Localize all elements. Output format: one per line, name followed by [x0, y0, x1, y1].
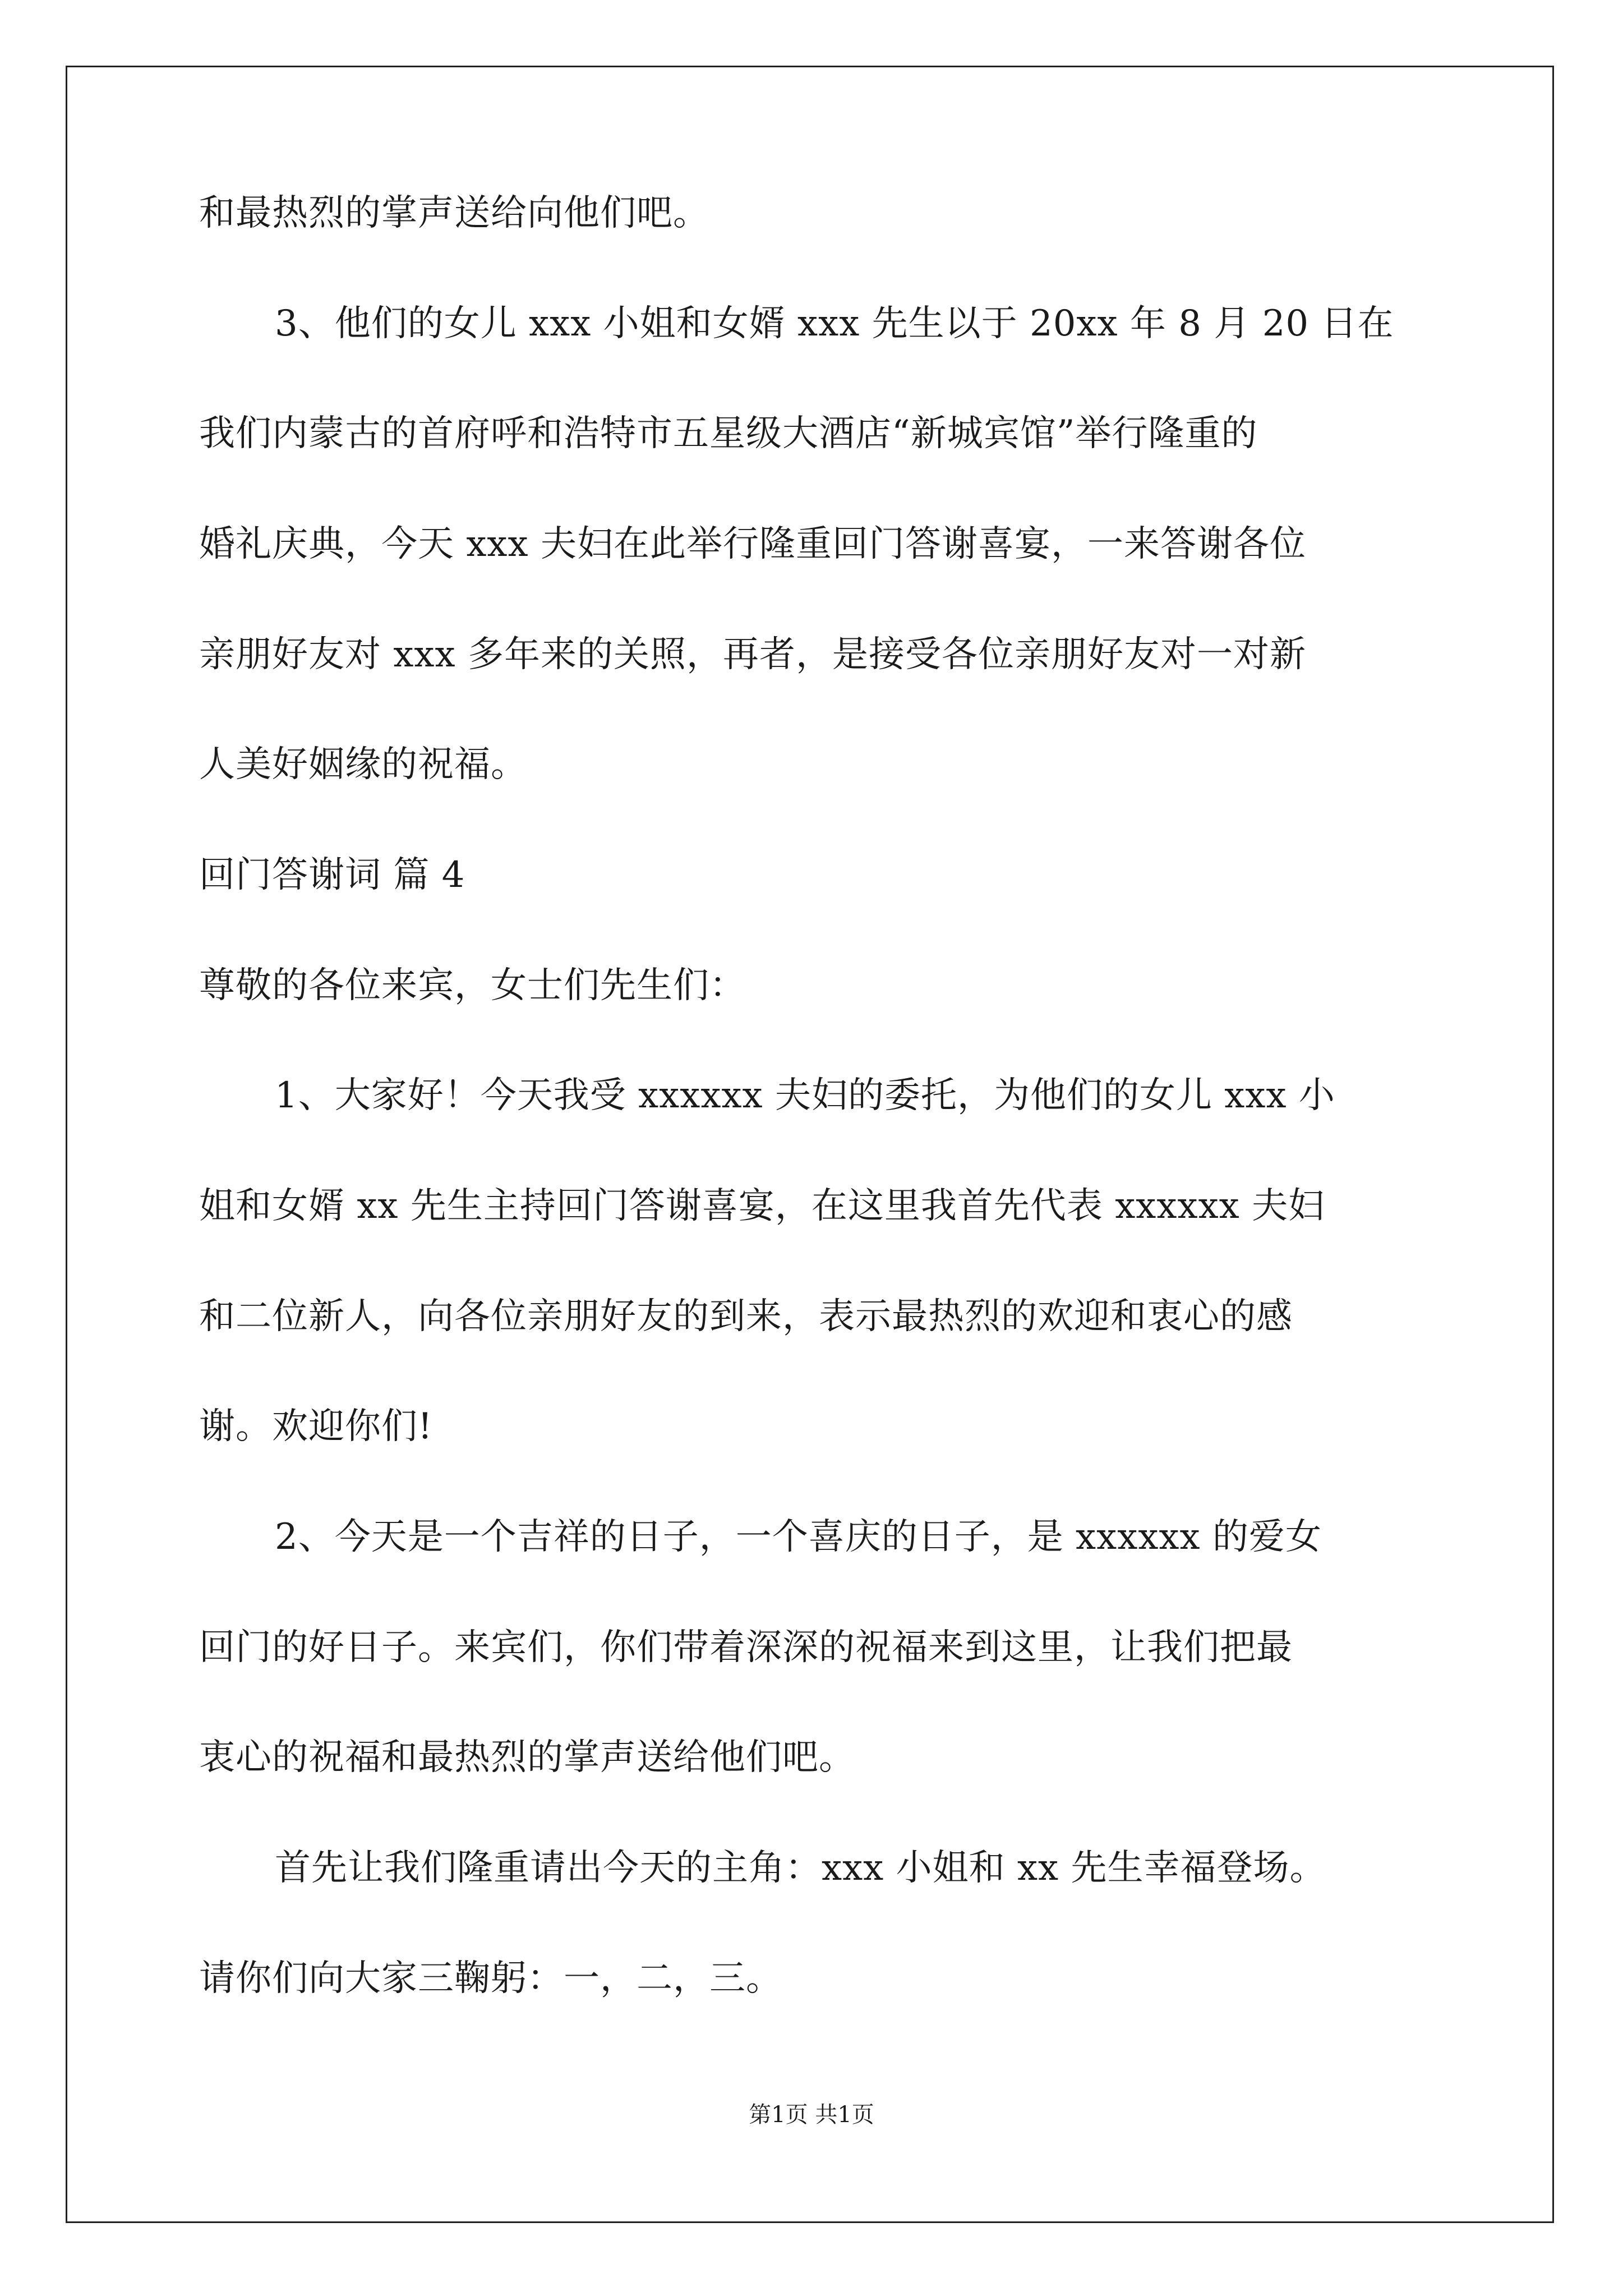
- paragraph-line: 3、他们的女儿 xxx 小姐和女婿 xxx 先生以于 20xx 年 8 月 20 日在: [275, 303, 1394, 344]
- text-line: 我们内蒙古的首府呼和浩特市五星级大酒店“新城宾馆”举行隆重的: [199, 413, 1258, 454]
- text-line: 回门的好日子。来宾们，你们带着深深的祝福来到这里，让我们把最: [199, 1627, 1293, 1668]
- text-line: 人美好姻缘的祝福。: [199, 744, 527, 785]
- paragraph-line: 2、今天是一个吉祥的日子，一个喜庆的日子，是 xxxxxx 的爱女: [275, 1516, 1322, 1558]
- section-heading: 回门答谢词 篇 4: [199, 854, 465, 896]
- text-line: 亲朋好友对 xxx 多年来的关照，再者，是接受各位亲朋好友对一对新: [199, 634, 1306, 675]
- text-line: 和最热烈的掌声送给向他们吧。: [199, 192, 709, 234]
- text-line: 谢。欢迎你们!: [199, 1406, 433, 1447]
- text-line: 请你们向大家三鞠躬：一，二，三。: [199, 1958, 782, 1999]
- salutation-line: 尊敬的各位来宾，女士们先生们：: [199, 965, 746, 1006]
- text-line: 姐和女婿 xx 先生主持回门答谢喜宴，在这里我首先代表 xxxxxx 夫妇: [199, 1185, 1325, 1227]
- page-number-footer: 第1页 共1页: [749, 2102, 874, 2128]
- paragraph-line: 1、大家好！今天我受 xxxxxx 夫妇的委托，为他们的女儿 xxx 小: [275, 1075, 1335, 1116]
- paragraph-line: 首先让我们隆重请出今天的主角：xxx 小姐和 xx 先生幸福登场。: [275, 1847, 1326, 1889]
- page-border: [66, 66, 1554, 2223]
- text-line: 衷心的祝福和最热烈的掌声送给他们吧。: [199, 1737, 855, 1778]
- text-line: 和二位新人，向各位亲朋好友的到来，表示最热烈的欢迎和衷心的感: [199, 1296, 1293, 1337]
- text-line: 婚礼庆典，今天 xxx 夫妇在此举行隆重回门答谢喜宴，一来答谢各位: [199, 523, 1306, 565]
